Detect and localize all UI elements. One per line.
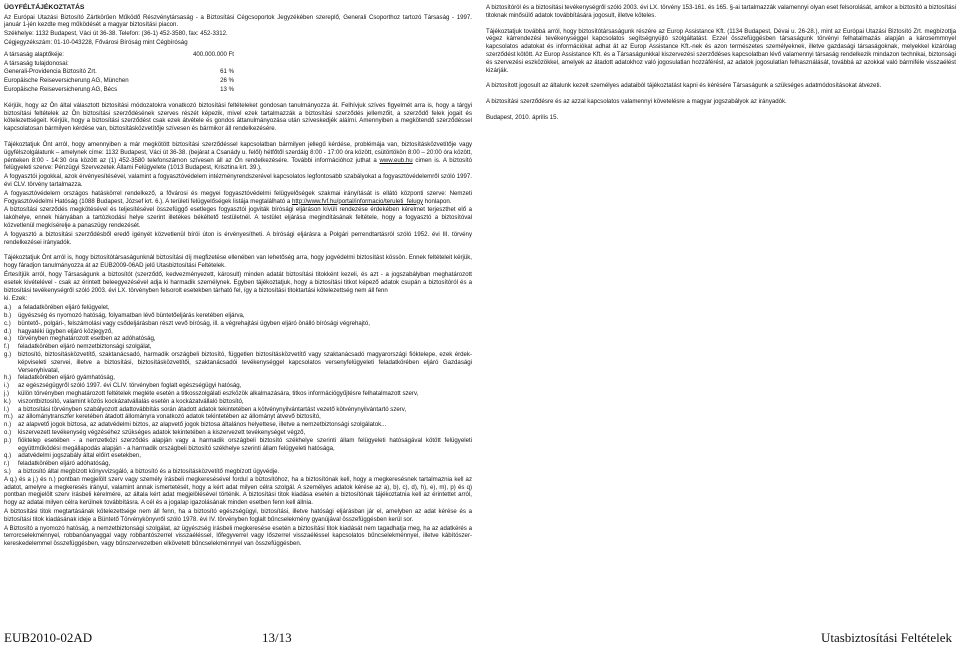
eub-website-link[interactable]: www.eub.hu [379, 156, 413, 164]
list-item: g.) biztosító, biztosításközvetítő, szaktanácsadó, harmadik országbeli biztosító, független biztosításközvetítő vagy szaktanácsadó magyarországi fióktelepe, ezek érdek-képviseleti szervei, illetve a biztosítási, biztosításközvetítői, szaktanácsadói tevékenységgel kapcsolatos versenyfelügyeleti feladatkörében eljáró Gazdasági Versenyhivatal, [4, 350, 472, 374]
list-item: d.) hagyatéki ügyben eljáró közjegyző, [4, 327, 113, 335]
page-footer [4, 630, 956, 646]
list-item: r.) feladatkörében eljáró adóhatóság, [4, 460, 111, 468]
document-heading: ÜGYFÉLTÁJÉKOZTATÁS [4, 4, 85, 11]
capital-label: A társaság alaptőkéje: [4, 50, 64, 58]
fvf-portal-link[interactable]: http://www.fvf.hu/portal/informacio/teruleti_felugy [291, 197, 424, 205]
owners-label: A társaság tulajdonosai: [4, 59, 69, 67]
owner-name: Europäische Reiseversicherung AG, München [4, 77, 129, 85]
paragraph-data-rights: A biztosított jogosult az általunk kezelt személyes adataiból tájékoztatást kapni és kérésére Társaságunk a szükséges adatmódosításokat átvezeti. [486, 82, 882, 90]
owner-name: Europäische Reiseversicherung AG, Bécs [4, 86, 118, 94]
owner-share: 61 % [220, 68, 234, 76]
owner-share: 26 % [220, 77, 234, 85]
paragraph-request-rules: A q.) és a j.) és n.) pontban megjelölt szerv vagy személy írásbeli megkeresésével fordul a biztosítóhoz, ha a biztosítónak kell, hogy a megkeresésnek tartalmaznia kell az adatot, amelyre a megkeresés irányul, valamint annak ismertetését, hogy a kért adat milyen célra szolgál. A személyes adatok kérése az a), b), c), d), h), e), m), p) és q) pontban megjelölt szerv írásbeli kérelmére, az általa kért adat megjelölésével történik. A biztosítási titok kiadása esetén a biztosítónak tájékoztatnia kell az érintettet arról, hogy az adatai milyen célra kerülnek továbbításra. A cél és a jogalap igazolásának minden esetben fenn kell állnia. [4, 475, 472, 507]
list-item: a.) a feladatkörében eljáró felügyelet, [4, 304, 110, 312]
list-item: h.) feladatkörében eljáró gyámhatóság, [4, 374, 115, 382]
list-item: l.) a biztosítási törvényben szabályozott adattovábbítás során átadott adatok tekintetében a kötvénynyilvántartást vezető kötvénynyilvántartó szerv, [4, 405, 407, 413]
paragraph-consumer-authority: A fogyasztóvédelem országos hatáskörrel rendelkező, a fővárosi és megyei fogyasztóvédelmi felügyelőségek szakmai irányítását is ellátó központi szerve: Nemzeti Fogyasztóvédelmi Hatóság (1088 Budapest, József krt. 6.). A területi felügyelőségek listája megtalálható a http://www.fvf.hu/portal/informacio/teruleti_felugy honlapon. [4, 189, 472, 205]
date-place: Budapest, 2010. április 15. [486, 113, 559, 121]
page-number: 13/13 [262, 630, 292, 645]
capital-value: 400.000.000 Ft [193, 50, 234, 58]
paragraph-law-reference: A biztosítóról és a biztosítási tevékenységről szóló 2003. évi LX. törvény 153-161. és 165. §-ai tartalmazzák valamennyi olyan eset felsorolását, amikor a biztosító a biztosítási titoknak minősülő adatok továbbítására jogosult, illetve köteles. [486, 4, 956, 19]
paragraph-conditions: Kérjük, hogy az Ön által választott biztosítási módozatokra vonatkozó biztosítási feltételeket gondosan tanulmányozza át. Felhívjuk szíves figyelmét arra is, hogy a tárgyi biztosítási feltételek az Ön biztosítási szerződésének szerves részét képezik, mivel ezek tartalmazzák a biztosítási szerződés jellemzőit, a szerződő felek jogait és kötelezettségeit. Kérjük, hogy a biztosítási szerződést csak ezek átvétele és gondos áttanulmányozása után szíveskedjék aláírni. Amennyiben a megkötendő szerződéssel kapcsolatosan bármilyen kérdése van, biztosításközvetítője szívesen és bármikor áll rendelkezésére. [4, 101, 472, 133]
paragraph-secret-exception: A biztosítási titok megtartásának kötelezettsége nem áll fenn, ha a biztosító egészségügyi, biztosítási, illetve hatósági eljárásban jár el, amelyben az adat kérése és a biztosítási titok kiadásának ideje a Büntető Törvénykönyvről szóló 1978. évi IV. törvényben foglalt bűncselekmény gyanújával összefüggésben kerül sor. [4, 507, 472, 523]
owner-row [4, 68, 234, 76]
paragraph-insurance-secret: Értesítjük arról, hogy Társaságunk a biztosítót (szerződő, kedvezményezett, károsult) minden adatát biztosítási titokként kezeli, és azt - a jogszabályban meghatározott esetek kivételével - csak az érintett beleegyezésével adja ki harmadik személynek. Egyben tájékoztatjuk, hogy a biztosítási titkot képező adatok csupán a biztosítóról és a biztosítási tevékenységről szóló 2003. évi LX. törvényben felsorolt esetekben tárható fel, így a biztosítási titoktartási kötelezettség nem áll fenn [4, 271, 472, 294]
section-title: Utasbiztosítási Feltételek [820, 630, 952, 645]
right-column [486, 4, 956, 123]
list-item: q.) adatvédelmi jogszabály által előírt esetekben, [4, 452, 141, 460]
owner-row [4, 86, 234, 94]
list-item: e.) törvényben meghatározott esetben az adóhatóság, [4, 335, 156, 343]
paragraph-authority-request: A Biztosító a nyomozó hatóság, a nemzetbiztonsági szolgálat, az ügyészség írásbeli megkeresése esetén a biztosítási titok kiadását nem tagadhatja meg, ha az adatkérés a terrorcselekménnyel, robbanóanyaggal vagy robbantószerrel visszaéléssel, lőfegyverrel vagy lőszerrel visszaéléssel kapcsolatos bűncselekménnyel, illetve kábítószer-kereskedelemmel összefüggésben, vagy bűnszervezetben elkövetett bűncselekménnyel van összefüggésben. [4, 524, 472, 548]
document-code: EUB2010-02AD [4, 630, 93, 645]
paragraph-legal-protection: Tájékoztatjuk Önt arról is, hogy biztosítótársaságunknál biztosítási díj megfizetése ellenében van lehetőség arra, hogy jogvédelmi biztosítást kössön. Ennek feltételeit kérjük, hogy fáradjon tanulmányozza át az EUB2009-06AD jelű Utasbiztosítási Feltételek. [4, 254, 472, 270]
list-item: p.) fióktelep esetében - a nemzetközi szerződés alapján vagy a harmadik országbeli biztosító székhelye szerinti állam felügyeleti hatóságával kötött felügyeleti együttműködési megállapodás alapján - a harmadik országbeli biztosító székhelye szerinti állam felügyeleti hatósága, [4, 436, 472, 452]
paragraph-arbitration: A biztosítási szerződés megkötésével és teljesítésével összefüggő esetleges fogyasztói jogviták bírósági eljáráson kívüli rendezése érdekében kérelmet terjeszthet elő a lakóhelye, ennek hiányában a tartózkodási helye szerint illetékes békéltető testületnél. A testület eljárása megindításának feltétele, hogy a fogyasztó a biztosítóval közvetlenül megkísérelje a panaszügy rendezését. [4, 206, 472, 230]
paragraph-consumer-law: A fogyasztói jogokkal, azok érvényesítésével, valamint a fogyasztóvédelem intézményrendszerével kapcsolatos legfontosabb szabályokat a fogyasztóvédelemről szóló 1997. évi CLV. törvény tartalmazza. [4, 173, 472, 189]
list-item: c.) büntető-, polgári-, felszámolási vagy csődeljárásban részt vevő bíróság, ill. a végrehajtási ügyben eljáró önálló bírósági végrehajtó, [4, 319, 370, 327]
list-item: j.) külön törvényben meghatározott feltételek megléte esetén a titkosszolgálati eszközök alkalmazására, titkos információgyűjtésre felhatalmazott szerv, [4, 389, 419, 397]
list-item: i.) az egészségügyről szóló 1997. évi CLIV. törvényben foglalt egészségügyi hatóság, [4, 382, 242, 390]
list-item: f.) feladatkörében eljáró nemzetbiztonsági szolgálat, [4, 343, 152, 351]
list-item: m.) az állománytranszfer keretében átadott állományra vonatkozó adatok tekintetében az állományt átvevő biztosító, [4, 413, 321, 421]
company-registry: Cégjegyzékszám: 01-10-043228, Fővárosi Bíróság mint Cégbíróság [4, 39, 188, 47]
paragraph-customer-service: Tájékoztatjuk Önt arról, hogy amennyiben a már megkötött biztosítási szerződéssel kapcsolatban bármilyen jellegű kérdése, problémája van, biztosításközvetítője vagy ügyfélszolgálatunk – amelynek címe: 1132 Budapest, Váci út 36-38. (bejárat a Csanády u. felől) hétfőtől szerdáig 8:00 - 17:00 óra között, csütörtökön 8:00 – 20:00 óra között, pénteken 8:00 - 14:30 óra között az (1) 452-3580 telefonszámon szívesen áll az Ön rendelkezésére. További információhoz juthat a www.eub.hu cimen is. A biztosító felügyeleti szerve: Pénzügyi Szervezetek Állami Felügyelete (1013 Budapest, Krisztina krt. 39.). [4, 141, 473, 172]
paragraph-list-intro: ki. Ezek: [4, 295, 28, 303]
disclosure-list [4, 304, 472, 476]
owner-name: Generali-Providencia Biztosító Zrt. [4, 68, 97, 76]
list-item: n.) az alapvető jogok biztosa, az adatvédelmi biztos, az alapvető jogok biztosa általános helyettese, illetve a nemzetbiztonsági szolgálatok... [4, 421, 387, 429]
list-item: b.) ügyészség és nyomozó hatóság, folyamatban lévő büntetőeljárás keretében eljárva, [4, 311, 245, 319]
owner-share: 13 % [220, 86, 234, 94]
paragraph-governing-law: A biztosítási szerződésre és az azzal kapcsolatos valamennyi követelésre a magyar jogszabályok az irányadók. [486, 98, 787, 106]
owner-row [4, 77, 234, 85]
list-item: o.) kiszervezett tevékenység végzéséhez szükséges adatok tekintetében a kiszervezett tevékenységet végző, [4, 428, 306, 436]
list-item: k.) viszontbiztosító, valamint közös kockázatvállalás esetén a kockázatvállaló biztosító, [4, 397, 244, 405]
list-item: s.) a biztosító által megbízott könyvvizsgáló, a biztosító és a biztosításközvetítő megbízott ügyvédje. [4, 467, 280, 475]
company-intro: Az Európai Utazási Biztosító Zártkörűen Működő Részvénytársaság - a Biztosítási Cégcsoportok Jegyzékében szereplő, Generali Csoporthoz tartozó Társaság - 1997. január 1-jén kezdte meg működését a magyar biztosítási piacon. [4, 13, 472, 29]
paragraph-court: A fogyasztó a biztosítási szerződésből eredő igényét közvetlenül bírói úton is érvényesítheti. A bírósági eljárásra a Polgári perrendtartásról szóló 1952. évi III. törvény rendelkezései irányadók. [4, 230, 472, 246]
capital-row [4, 51, 234, 59]
paragraph-europ-assistance: Tájékoztatjuk továbbá arról, hogy biztosítótársaságunk részére az Europ Assistance Kft. (1134 Budapest, Dévai u. 26-28.), mint az Európai Utazási Biztosító Zrt. megbízottja végez kárrendezési tevékenységgel kapcsolatos segítségnyújtó szolgáltatást. Ezzel összefüggésben társaságunk törvényi felhatalmazás alapján a károsemmnyel kapcsolatos adatokat és információkat adhat át az Europ Assistance Kft.-nek és azon természetes személyeknek, illetve gazdasági társaságoknak, melyekkel kizárólag szerződést kötött. Az Europ Assistance Kft. és a Társaságunkkal kiszervezési szerződéses kapcsolatban lévő valamennyi társaság rendelkezik mindazon technikai, biztonsági és szervezési eszközökkel, amelyek az átadott adatokhoz való jogosulatlan hozzáférést, az adatok jogosulatlan felhasználását, továbbá az azokkal való bármiféle visszaélést kizárják. [486, 27, 956, 74]
company-seat: Székhelye: 1132 Budapest, Váci út 36-38. Telefon: (36-1) 452-3580, fax: 452-3312. [4, 30, 228, 38]
left-column [4, 4, 472, 549]
